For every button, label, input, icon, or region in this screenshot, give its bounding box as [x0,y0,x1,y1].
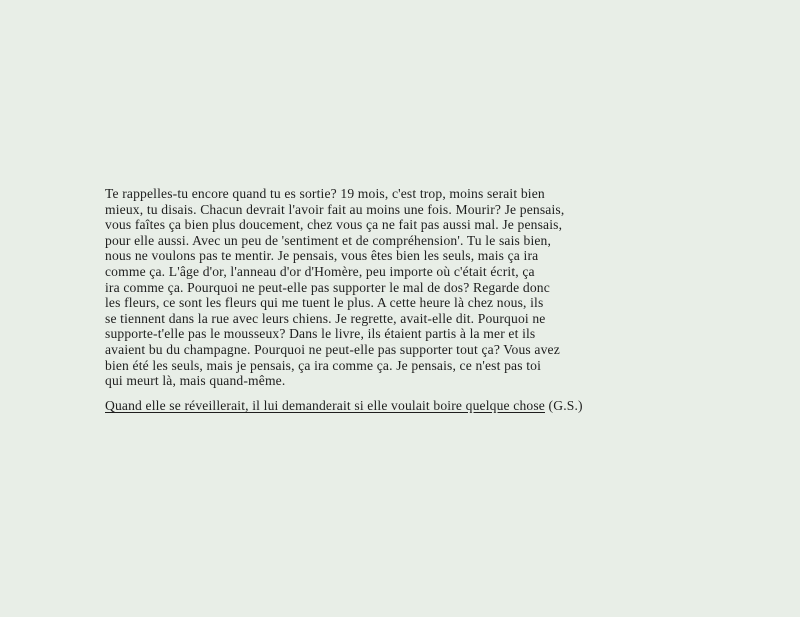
paragraph-line: les fleurs, ce sont les fleurs qui me tuent le plus. A cette heure là chez nous, ils [105,295,544,311]
caption-credit: (G.S.) [548,398,583,413]
paragraph-line: avaient bu du champagne. Pourquoi ne peut-elle pas supporter tout ça? Vous avez [105,341,560,357]
paragraph-line: qui meurt là, mais quand-même. [105,373,286,389]
paragraph-line: se tiennent dans la rue avec leurs chiens. Je regrette, avait-elle dit. Pourquoi ne [105,310,546,326]
paragraph-line: vous faîtes ça bien plus doucement, chez vous ça ne fait pas aussi mal. Je pensais, [105,217,563,233]
paragraph-line: mieux, tu disais. Chacun devrait l'avoir fait au moins une fois. Mourir? Je pensais, [105,201,565,217]
paragraph-line: pour elle aussi. Avec un peu de 'sentiment et de compréhension'. Tu le sais bien, [105,232,552,248]
paragraph-line: comme ça. L'âge d'or, l'anneau d'or d'Homère, peu importe où c'était écrit, ça [105,263,535,279]
paragraph-line: supporte-t'elle pas le mousseux? Dans le livre, ils étaient partis à la mer et ils [105,326,536,342]
caption-text: Quand elle se réveillerait, il lui demanderait si elle voulait boire quelque chose [105,398,545,413]
paragraph-line: ira comme ça. Pourquoi ne peut-elle pas supporter le mal de dos? Regarde donc [105,279,550,295]
caption-line [105,398,583,414]
body-paragraph [105,186,685,389]
paragraph-line: bien été les seuls, mais je pensais, ça ira comme ça. Je pensais, ce n'est pas toi [105,357,542,373]
paragraph-line: Te rappelles-tu encore quand tu es sortie? 19 mois, c'est trop, moins serait bien [105,186,545,201]
paragraph-line: nous ne voulons pas te mentir. Je pensais, vous êtes bien les seuls, mais ça ira [105,248,539,264]
